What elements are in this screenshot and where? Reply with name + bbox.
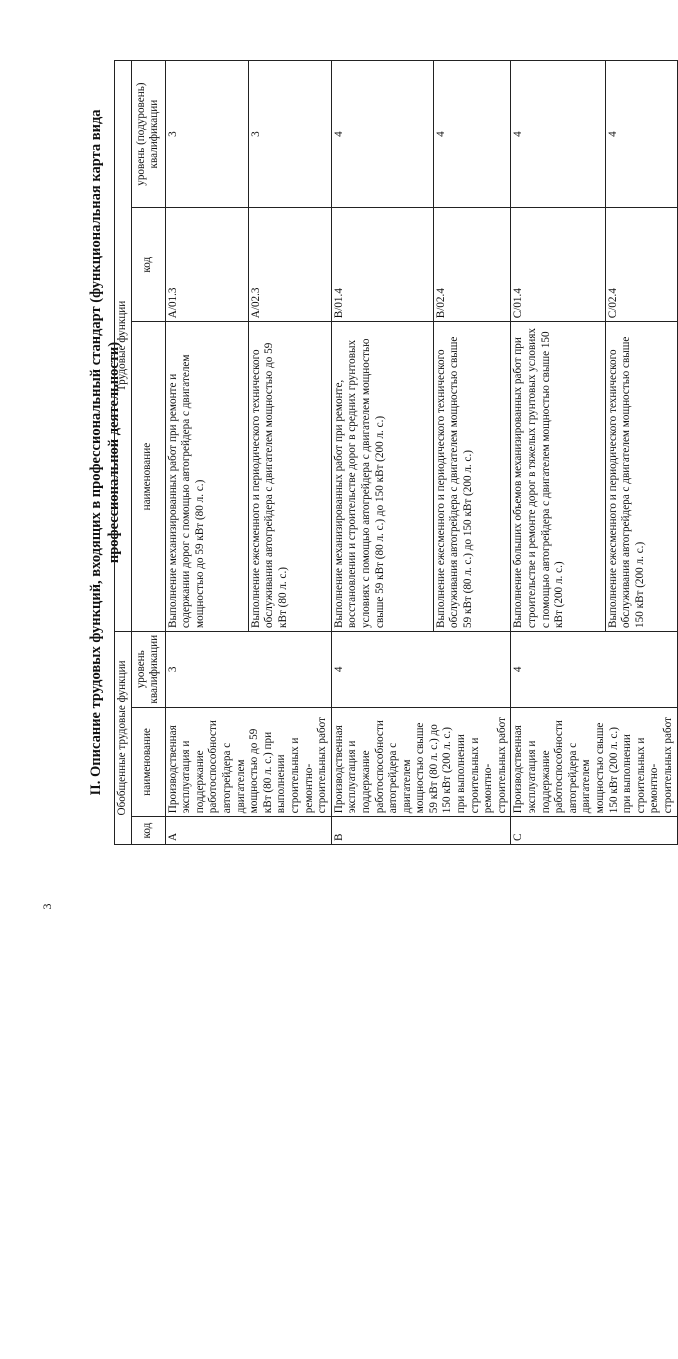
group-name: Производственная эксплуатация и поддержание работоспособности автогрейдера с двигателем мощностью свыше 150 кВт (200 л. с.) при выполнении строительных и ремонтно-строительных работ bbox=[511, 707, 677, 817]
function-level: 4 bbox=[605, 61, 677, 208]
group-level: 4 bbox=[331, 631, 511, 707]
group-header-row bbox=[115, 61, 132, 845]
col-code-header: код bbox=[131, 817, 165, 845]
group-name: Производственная эксплуатация и поддержание работоспособности автогрейдера с двигателем мощностью до 59 кВт (80 л. с.) при выполнении строительных и ремонтно-строительных работ bbox=[165, 707, 331, 817]
col-sublevel-header: уровень (подуровень) квалификации bbox=[131, 61, 165, 208]
function-level: 3 bbox=[248, 61, 331, 208]
group-code: В bbox=[331, 817, 511, 845]
col-name-header: наименование bbox=[131, 707, 165, 817]
labor-functions-header: Трудовые функции bbox=[115, 61, 132, 632]
table-row bbox=[331, 61, 433, 845]
functional-map-table-wrapper bbox=[114, 60, 674, 845]
function-level: 3 bbox=[165, 61, 248, 208]
function-name: Выполнение ежесменного и периодического технического обслуживания автогрейдера с двигателем мощностью до 59 кВт (80 л. с.) bbox=[248, 322, 331, 632]
table-row bbox=[511, 61, 605, 845]
group-code: С bbox=[511, 817, 677, 845]
function-code: C/01.4 bbox=[511, 208, 605, 322]
function-code: C/02.4 bbox=[605, 208, 677, 322]
function-name: Выполнение механизированных работ при ремонте, восстановлении и строительстве дорог в средних грунтовых условиях с помощью автогрейдера с двигателем мощностью свыше 59 кВт (80 л. с.) до 150 кВт (200 л. с.) bbox=[331, 322, 433, 632]
function-name: Выполнение ежесменного и периодического технического обслуживания автогрейдера с двигателем мощностью свыше 59 кВт (80 л. с.) до 150 кВт (200 л. с.) bbox=[433, 322, 511, 632]
function-code: B/02.4 bbox=[433, 208, 511, 322]
function-name: Выполнение механизированных работ при ремонте и содержании дорог с помощью автогрейдера с двигателем мощностью до 59 кВт (80 л. с.) bbox=[165, 322, 248, 632]
function-name: Выполнение ежесменного и периодического технического обслуживания автогрейдера с двигателем мощностью свыше 150 кВт (200 л. с.) bbox=[605, 322, 677, 632]
group-code: А bbox=[165, 817, 331, 845]
function-level: 4 bbox=[331, 61, 433, 208]
generalized-functions-header: Обобщенные трудовые функции bbox=[115, 631, 132, 844]
group-level: 4 bbox=[511, 631, 677, 707]
function-level: 4 bbox=[511, 61, 605, 208]
function-code: A/02.3 bbox=[248, 208, 331, 322]
column-header-row bbox=[131, 61, 165, 845]
col-level-header: уровень квалификации bbox=[131, 631, 165, 707]
group-level: 3 bbox=[165, 631, 331, 707]
col-tf-code-header: код bbox=[131, 208, 165, 322]
col-tf-name-header: наименование bbox=[131, 322, 165, 632]
heading-line-2: профессиональной деятельности) bbox=[106, 341, 122, 564]
function-level: 4 bbox=[433, 61, 511, 208]
function-name: Выполнение больших объемов механизированных работ при строительстве и ремонте дорог в тяжелых грунтовых условиях с помощью автогрейдера с двигателем мощностью свыше 150 кВт (200 л. с.) bbox=[511, 322, 605, 632]
heading-line-1: II. Описание трудовых функций, входящих в профессиональный стандарт (функциональная карта вида bbox=[88, 109, 104, 796]
functional-map-table bbox=[114, 60, 678, 845]
page-number: 3 bbox=[40, 903, 54, 910]
table-row bbox=[165, 61, 248, 845]
function-code: B/01.4 bbox=[331, 208, 433, 322]
function-code: A/01.3 bbox=[165, 208, 248, 322]
group-name: Производственная эксплуатация и поддержание работоспособности автогрейдера с двигателем мощностью свыше 59 кВт (80 л. с.) до 150 кВт (200 л. с.) при выполнении строительных и ремонтно-строительных работ bbox=[331, 707, 511, 817]
